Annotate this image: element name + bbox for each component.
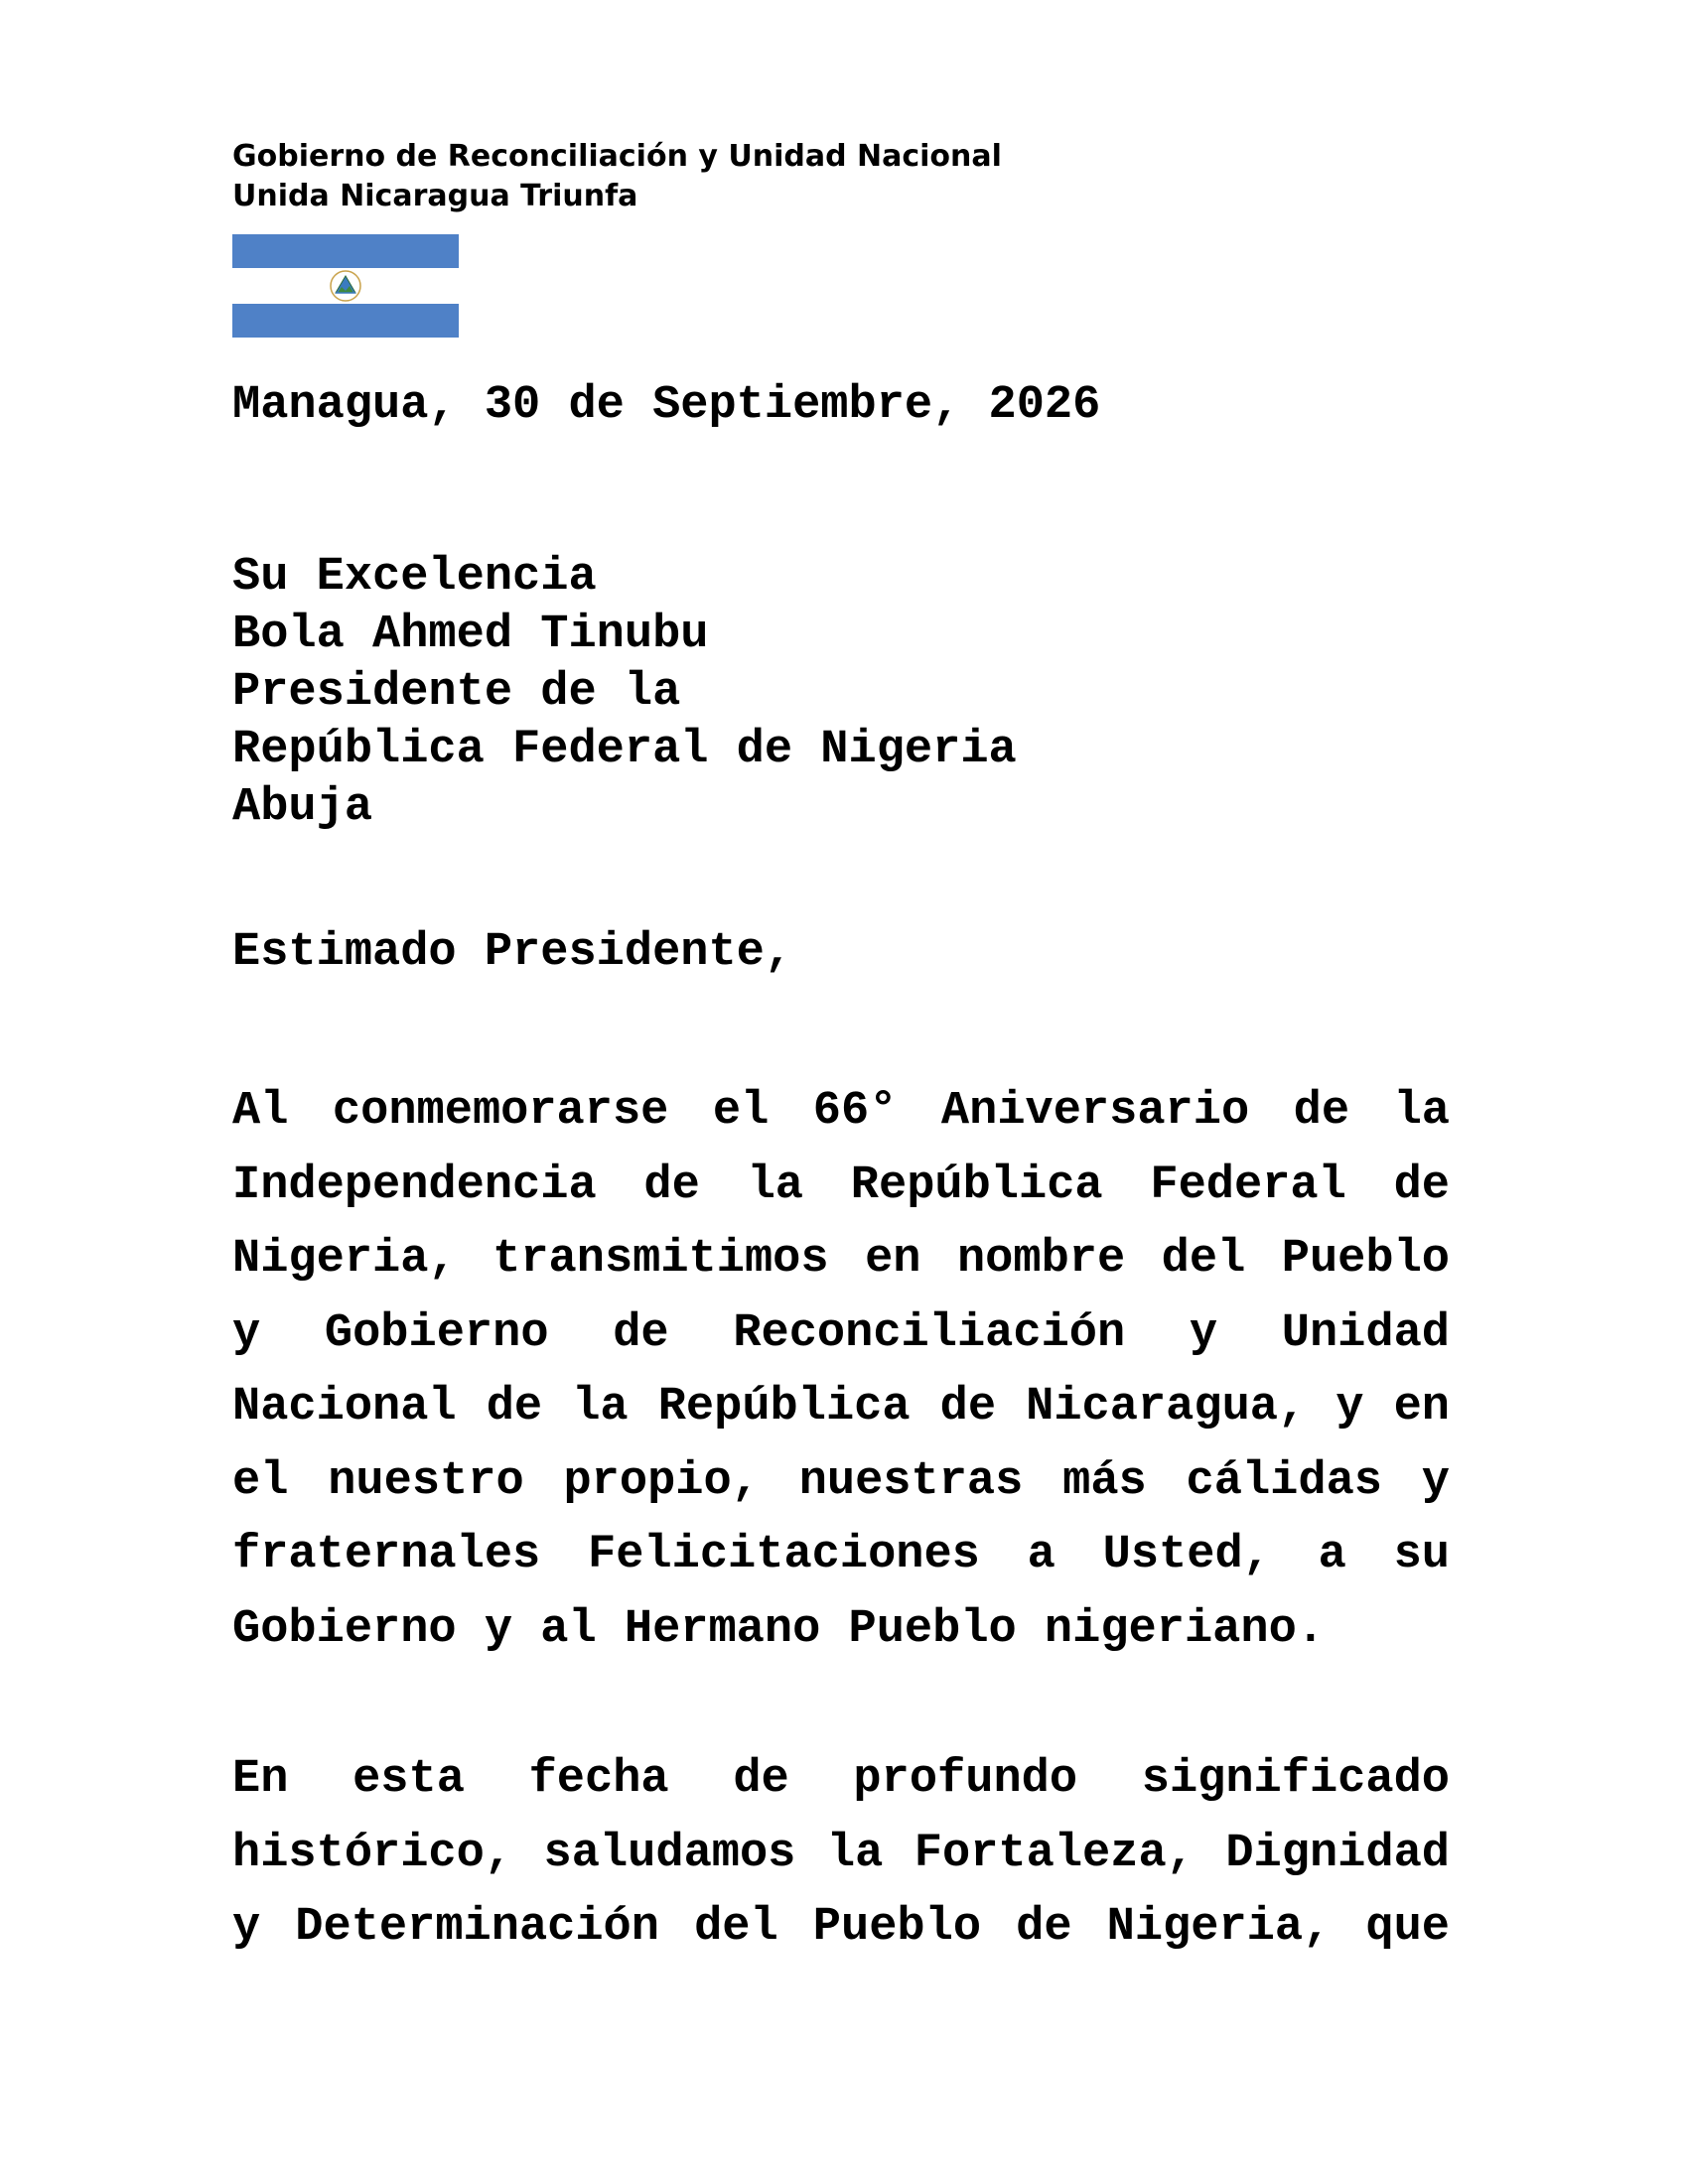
recipient-city: Abuja — [232, 781, 373, 834]
nicaragua-flag-icon — [232, 234, 459, 338]
recipient-block — [232, 549, 1017, 837]
recipient-position: Presidente de la — [232, 666, 681, 719]
body-paragraph-2: En esta fecha de profundo significado histórico, saludamos la Fortaleza, Dignidad y Determinación del Pueblo de Nigeria, que — [232, 1753, 1450, 1954]
salutation: Estimado Presidente, — [232, 926, 793, 979]
letterhead — [232, 137, 1002, 216]
letterhead-government-name: Gobierno de Reconciliación y Unidad Nacional — [232, 139, 1002, 174]
flag-bottom-band — [232, 304, 459, 338]
letter-date: Managua, 30 de Septiembre, 2026 — [232, 379, 1101, 432]
letterhead-slogan: Unida Nicaragua Triunfa — [232, 179, 638, 213]
recipient-title: Su Excelencia — [232, 551, 597, 604]
recipient-name: Bola Ahmed Tinubu — [232, 609, 709, 661]
body-paragraph-1: Al conmemorarse el 66° Aniversario de la Independencia de la República Federal de Nigeria, transmitimos en nombre del Pueblo y Gobierno de Reconciliación y Unidad Nacional de la República de Nicaragua, y en el nuestro propio, nuestras más cálidas y fraternales Felicitaciones a Usted, a su Gobierno y al Hermano Pueblo nigeriano. — [232, 1085, 1450, 1656]
recipient-country: República Federal de Nigeria — [232, 724, 1017, 776]
coat-of-arms-icon — [328, 268, 363, 304]
flag-top-band — [232, 234, 459, 268]
